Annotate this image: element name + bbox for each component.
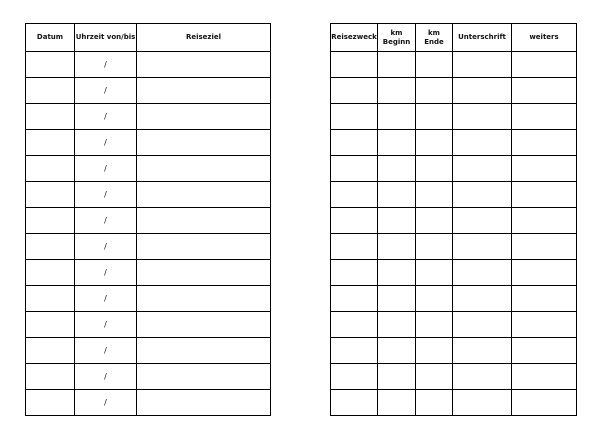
km-ende-cell[interactable] bbox=[416, 260, 453, 286]
right-table-row bbox=[331, 156, 577, 182]
uhrzeit-cell[interactable] bbox=[75, 78, 137, 104]
time-separator: / bbox=[104, 112, 107, 121]
reisezweck-cell[interactable] bbox=[331, 312, 378, 338]
left-table-row bbox=[26, 260, 271, 286]
unterschrift-cell[interactable] bbox=[453, 52, 512, 78]
left-table-row bbox=[26, 312, 271, 338]
weiters-cell[interactable] bbox=[512, 390, 577, 416]
km-beginn-cell[interactable] bbox=[378, 208, 416, 234]
reisezweck-cell[interactable] bbox=[331, 104, 378, 130]
km-beginn-cell[interactable] bbox=[378, 156, 416, 182]
right-table-row bbox=[331, 104, 577, 130]
uhrzeit-cell[interactable] bbox=[75, 234, 137, 260]
left-table-row bbox=[26, 364, 271, 390]
km-beginn-cell[interactable] bbox=[378, 78, 416, 104]
uhrzeit-cell[interactable] bbox=[75, 312, 137, 338]
header-km-beginn-line1: km bbox=[390, 28, 403, 37]
unterschrift-cell[interactable] bbox=[453, 260, 512, 286]
reisezweck-cell[interactable] bbox=[331, 390, 378, 416]
reiseziel-cell[interactable] bbox=[137, 312, 271, 338]
km-beginn-cell[interactable] bbox=[378, 312, 416, 338]
time-separator: / bbox=[104, 320, 107, 329]
unterschrift-cell[interactable] bbox=[453, 338, 512, 364]
header-weiters bbox=[512, 24, 577, 52]
reiseziel-cell[interactable] bbox=[137, 234, 271, 260]
weiters-cell[interactable] bbox=[512, 130, 577, 156]
reiseziel-cell[interactable] bbox=[137, 364, 271, 390]
right-table-row bbox=[331, 52, 577, 78]
right-table-row bbox=[331, 312, 577, 338]
reisezweck-cell[interactable] bbox=[331, 130, 378, 156]
km-beginn-cell[interactable] bbox=[378, 390, 416, 416]
reiseziel-cell[interactable] bbox=[137, 338, 271, 364]
km-ende-cell[interactable] bbox=[416, 390, 453, 416]
right-table-row bbox=[331, 286, 577, 312]
time-separator: / bbox=[104, 190, 107, 199]
datum-cell[interactable] bbox=[26, 78, 75, 104]
right-table-row bbox=[331, 130, 577, 156]
unterschrift-cell[interactable] bbox=[453, 208, 512, 234]
header-reisezweck bbox=[331, 24, 378, 52]
header-uhrzeit: Uhrzeit von/bis bbox=[75, 24, 137, 52]
weiters-cell[interactable] bbox=[512, 78, 577, 104]
weiters-cell[interactable] bbox=[512, 182, 577, 208]
km-beginn-cell[interactable] bbox=[378, 130, 416, 156]
uhrzeit-cell[interactable] bbox=[75, 52, 137, 78]
time-separator: / bbox=[104, 138, 107, 147]
uhrzeit-cell[interactable] bbox=[75, 208, 137, 234]
unterschrift-cell[interactable] bbox=[453, 390, 512, 416]
uhrzeit-cell[interactable] bbox=[75, 182, 137, 208]
km-beginn-cell[interactable] bbox=[378, 364, 416, 390]
uhrzeit-cell[interactable] bbox=[75, 390, 137, 416]
right-table-row bbox=[331, 364, 577, 390]
header-datum: Datum bbox=[26, 24, 75, 52]
km-beginn-cell[interactable] bbox=[378, 234, 416, 260]
header-reiseziel: Reiseziel bbox=[137, 24, 271, 52]
left-table-row bbox=[26, 208, 271, 234]
datum-cell[interactable] bbox=[26, 104, 75, 130]
km-ende-cell[interactable] bbox=[416, 286, 453, 312]
uhrzeit-cell[interactable] bbox=[75, 286, 137, 312]
time-separator: / bbox=[104, 242, 107, 251]
reisezweck-cell[interactable] bbox=[331, 208, 378, 234]
reisezweck-cell[interactable] bbox=[331, 364, 378, 390]
reiseziel-cell[interactable] bbox=[137, 52, 271, 78]
unterschrift-cell[interactable] bbox=[453, 234, 512, 260]
weiters-cell[interactable] bbox=[512, 208, 577, 234]
time-separator: / bbox=[104, 398, 107, 407]
time-separator: / bbox=[104, 60, 107, 69]
datum-cell[interactable] bbox=[26, 260, 75, 286]
datum-cell[interactable] bbox=[26, 130, 75, 156]
reiseziel-cell[interactable] bbox=[137, 182, 271, 208]
weiters-cell[interactable] bbox=[512, 312, 577, 338]
left-table-row bbox=[26, 156, 271, 182]
time-separator: / bbox=[104, 216, 107, 225]
left-table-row bbox=[26, 52, 271, 78]
km-ende-cell[interactable] bbox=[416, 312, 453, 338]
reisezweck-cell[interactable] bbox=[331, 286, 378, 312]
reiseziel-cell[interactable] bbox=[137, 260, 271, 286]
header-weiters-label: weiters bbox=[529, 33, 559, 41]
header-km-ende-line1: km bbox=[428, 28, 440, 37]
header-km-ende-line2: Ende bbox=[424, 37, 444, 46]
datum-cell[interactable] bbox=[26, 182, 75, 208]
left-table-row bbox=[26, 390, 271, 416]
unterschrift-cell[interactable] bbox=[453, 364, 512, 390]
time-separator: / bbox=[104, 164, 107, 173]
km-beginn-cell[interactable] bbox=[378, 260, 416, 286]
unterschrift-cell[interactable] bbox=[453, 104, 512, 130]
right-table-row bbox=[331, 208, 577, 234]
reisezweck-cell[interactable] bbox=[331, 78, 378, 104]
datum-cell[interactable] bbox=[26, 52, 75, 78]
datum-cell[interactable] bbox=[26, 286, 75, 312]
datum-cell[interactable] bbox=[26, 208, 75, 234]
reisezweck-cell[interactable] bbox=[331, 234, 378, 260]
uhrzeit-cell[interactable] bbox=[75, 104, 137, 130]
right-table-row bbox=[331, 182, 577, 208]
weiters-cell[interactable] bbox=[512, 338, 577, 364]
km-ende-cell[interactable] bbox=[416, 182, 453, 208]
right-header-row bbox=[331, 24, 577, 52]
unterschrift-cell[interactable] bbox=[453, 78, 512, 104]
uhrzeit-cell[interactable] bbox=[75, 130, 137, 156]
km-ende-cell[interactable] bbox=[416, 208, 453, 234]
datum-cell[interactable] bbox=[26, 364, 75, 390]
unterschrift-cell[interactable] bbox=[453, 312, 512, 338]
reiseziel-cell[interactable] bbox=[137, 156, 271, 182]
time-separator: / bbox=[104, 268, 107, 277]
unterschrift-cell[interactable] bbox=[453, 286, 512, 312]
header-km-ende bbox=[416, 24, 453, 52]
km-beginn-cell[interactable] bbox=[378, 286, 416, 312]
km-ende-cell[interactable] bbox=[416, 78, 453, 104]
km-ende-cell[interactable] bbox=[416, 130, 453, 156]
weiters-cell[interactable] bbox=[512, 260, 577, 286]
left-table-row bbox=[26, 104, 271, 130]
km-ende-cell[interactable] bbox=[416, 234, 453, 260]
left-table-row bbox=[26, 338, 271, 364]
reiseziel-cell[interactable] bbox=[137, 78, 271, 104]
uhrzeit-cell[interactable] bbox=[75, 338, 137, 364]
datum-cell[interactable] bbox=[26, 390, 75, 416]
weiters-cell[interactable] bbox=[512, 364, 577, 390]
uhrzeit-cell[interactable] bbox=[75, 260, 137, 286]
km-beginn-cell[interactable] bbox=[378, 104, 416, 130]
right-table-row bbox=[331, 260, 577, 286]
right-table-row bbox=[331, 390, 577, 416]
km-ende-cell[interactable] bbox=[416, 156, 453, 182]
right-table-row bbox=[331, 78, 577, 104]
reiseziel-cell[interactable] bbox=[137, 390, 271, 416]
datum-cell[interactable] bbox=[26, 156, 75, 182]
reisezweck-cell[interactable] bbox=[331, 52, 378, 78]
weiters-cell[interactable] bbox=[512, 286, 577, 312]
left-table-row bbox=[26, 182, 271, 208]
left-table-row bbox=[26, 78, 271, 104]
km-beginn-cell[interactable] bbox=[378, 338, 416, 364]
header-km-beginn-line2: Beginn bbox=[382, 37, 411, 46]
unterschrift-cell[interactable] bbox=[453, 182, 512, 208]
time-separator: / bbox=[104, 372, 107, 381]
km-beginn-cell[interactable] bbox=[378, 52, 416, 78]
left-header-row bbox=[26, 24, 271, 52]
weiters-cell[interactable] bbox=[512, 156, 577, 182]
reiseziel-cell[interactable] bbox=[137, 104, 271, 130]
left-table-row bbox=[26, 234, 271, 260]
weiters-cell[interactable] bbox=[512, 52, 577, 78]
km-ende-cell[interactable] bbox=[416, 364, 453, 390]
km-ende-cell[interactable] bbox=[416, 104, 453, 130]
km-ende-cell[interactable] bbox=[416, 52, 453, 78]
uhrzeit-cell[interactable] bbox=[75, 364, 137, 390]
time-separator: / bbox=[104, 346, 107, 355]
header-km-beginn bbox=[378, 24, 416, 52]
reisezweck-cell[interactable] bbox=[331, 182, 378, 208]
reiseziel-cell[interactable] bbox=[137, 130, 271, 156]
header-reisezweck-label: Reisezweck bbox=[331, 33, 377, 41]
unterschrift-cell[interactable] bbox=[453, 130, 512, 156]
weiters-cell[interactable] bbox=[512, 104, 577, 130]
header-unterschrift-label: Unterschrift bbox=[458, 33, 506, 41]
reisezweck-cell[interactable] bbox=[331, 338, 378, 364]
right-table-row bbox=[331, 338, 577, 364]
time-separator: / bbox=[104, 86, 107, 95]
right-table-body bbox=[331, 52, 577, 416]
left-table-body bbox=[26, 52, 271, 416]
travel-log-right-table bbox=[330, 23, 577, 416]
left-table-row bbox=[26, 130, 271, 156]
km-beginn-cell[interactable] bbox=[378, 182, 416, 208]
reiseziel-cell[interactable] bbox=[137, 286, 271, 312]
time-separator: / bbox=[104, 294, 107, 303]
header-unterschrift bbox=[453, 24, 512, 52]
left-table-row bbox=[26, 286, 271, 312]
reisezweck-cell[interactable] bbox=[331, 260, 378, 286]
unterschrift-cell[interactable] bbox=[453, 156, 512, 182]
km-ende-cell[interactable] bbox=[416, 338, 453, 364]
datum-cell[interactable] bbox=[26, 312, 75, 338]
datum-cell[interactable] bbox=[26, 234, 75, 260]
uhrzeit-cell[interactable] bbox=[75, 156, 137, 182]
weiters-cell[interactable] bbox=[512, 234, 577, 260]
datum-cell[interactable] bbox=[26, 338, 75, 364]
reiseziel-cell[interactable] bbox=[137, 208, 271, 234]
travel-log-left-table bbox=[25, 23, 271, 416]
right-table-row bbox=[331, 234, 577, 260]
reisezweck-cell[interactable] bbox=[331, 156, 378, 182]
